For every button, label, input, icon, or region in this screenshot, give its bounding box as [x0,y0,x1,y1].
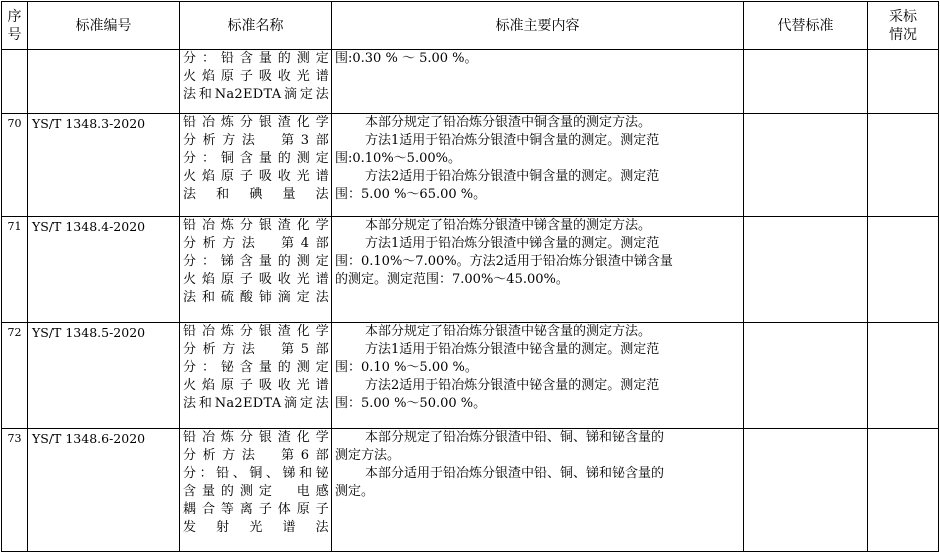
content-line: 方法2适用于铅冶炼分银渣中铋含量的测定。测定范 [365,378,660,393]
header-replaced: 代替标准 [744,2,868,50]
content-line: 方法2适用于铅冶炼分银渣中铜含量的测定。测定范 [365,169,660,184]
header-adoption-line: 采标 [889,8,917,25]
row-adoption [868,323,939,429]
name-line: 火焰原子吸收光谱 [183,272,329,287]
row-main-content [332,217,744,323]
header-code: 标准编号 [28,2,180,50]
row-adoption [868,217,939,323]
content-line: 围：5.00 %～65.00 %。 [335,187,487,202]
content-line: 方法1适用于铅冶炼分银渣中铜含量的测定。测定范 [365,133,660,148]
row-standard-name [180,323,332,429]
row-replaced-standard [744,217,868,323]
header-adoption-line: 情况 [889,26,917,43]
content-line: 本部分规定了铅冶炼分银渣中锑含量的测定方法。 [365,218,652,233]
row-seq: 72 [2,323,28,429]
content-line: 方法1适用于铅冶炼分银渣中锑含量的测定。测定范 [365,236,660,251]
standards-table [1,1,939,552]
name-line: 分析方法 第6部 [183,448,329,463]
name-line: 分：铜含量的测定 [183,151,329,166]
row-main-content [332,429,744,552]
content-line: 围:0.30 % ～ 5.00 %。 [335,51,478,66]
row-standard-code: YS/T 1348.6-2020 [28,429,180,552]
name-line: 火焰原子吸收光谱 [183,378,329,393]
row-seq: 70 [2,114,28,217]
content-line: 的测定。测定范围：7.00%～45.00%。 [335,272,569,287]
table-row [2,429,939,552]
name-line: 法和Na2EDTA滴定法 [183,87,329,102]
name-line: 火焰原子吸收光谱 [183,169,329,184]
content-line: 本部分规定了铅冶炼分银渣中铋含量的测定方法。 [365,324,652,339]
header-adoption [868,2,939,50]
name-line: 铅冶炼分银渣化学 [183,430,329,445]
name-line: 分析方法 第4部 [183,236,329,251]
name-line: 发射光谱法 [183,520,329,535]
content-line: 围:0.10%～5.00%。 [335,151,461,166]
content-line: 测定方法。 [335,448,401,463]
row-seq: 73 [2,429,28,552]
header-row [2,2,939,50]
content-line: 围：0.10%～7.00%。方法2适用于铅冶炼分银渣中锑含量 [335,254,673,269]
header-seq [2,2,28,50]
row-replaced-standard [744,114,868,217]
content-line: 围：0.10 %～5.00 %。 [335,360,478,375]
content-line: 测定。 [335,484,375,499]
row-standard-name [180,114,332,217]
row-standard-code: YS/T 1348.5-2020 [28,323,180,429]
table-row [2,323,939,429]
row-main-content [332,50,744,114]
content-line: 本部分适用于铅冶炼分银渣中铅、铜、锑和铋含量的 [365,466,665,481]
name-line: 铅冶炼分银渣化学 [183,324,329,339]
name-line: 铅冶炼分银渣化学 [183,115,329,130]
name-line: 分析方法 第5部 [183,342,329,357]
row-main-content [332,114,744,217]
table-row [2,217,939,323]
name-line: 分：铋含量的测定 [183,360,329,375]
row-replaced-standard [744,323,868,429]
row-adoption [868,114,939,217]
name-line: 分：铅含量的测定 [183,51,329,66]
name-line: 含量的测定 电感 [183,484,329,499]
row-replaced-standard [744,429,868,552]
row-standard-name [180,429,332,552]
header-name: 标准名称 [180,2,332,50]
name-line: 火焰原子吸收光谱 [183,69,329,84]
name-line: 铅冶炼分银渣化学 [183,218,329,233]
table-row [2,50,939,114]
row-standard-code: YS/T 1348.3-2020 [28,114,180,217]
name-line: 分析方法 第3部 [183,133,329,148]
content-line: 本部分规定了铅冶炼分银渣中铜含量的测定方法。 [365,115,652,130]
row-seq: 71 [2,217,28,323]
row-standard-name [180,217,332,323]
name-line: 分：锑含量的测定 [183,254,329,269]
name-line: 法和碘量法 [183,187,329,202]
row-replaced-standard [744,50,868,114]
row-adoption [868,429,939,552]
row-adoption [868,50,939,114]
name-line: 法和硫酸铈滴定法 [183,290,329,305]
table-body [2,50,939,552]
content-line: 本部分规定了铅冶炼分银渣中铅、铜、锑和铋含量的 [365,430,665,445]
table-row [2,114,939,217]
row-standard-code [28,50,180,114]
name-line: 法和Na2EDTA滴定法 [183,396,329,411]
header-content: 标准主要内容 [332,2,744,50]
row-seq [2,50,28,114]
content-line: 方法1适用于铅冶炼分银渣中铋含量的测定。测定范 [365,342,660,357]
row-standard-name [180,50,332,114]
name-line: 耦合等离子体原子 [183,502,329,517]
header-seq-line: 序 [7,8,22,25]
header-seq-line: 号 [7,26,22,43]
row-standard-code: YS/T 1348.4-2020 [28,217,180,323]
content-line: 围：5.00 %～50.00 %。 [335,396,487,411]
row-main-content [332,323,744,429]
name-line: 分：铅、铜、锑和铋 [183,466,329,481]
